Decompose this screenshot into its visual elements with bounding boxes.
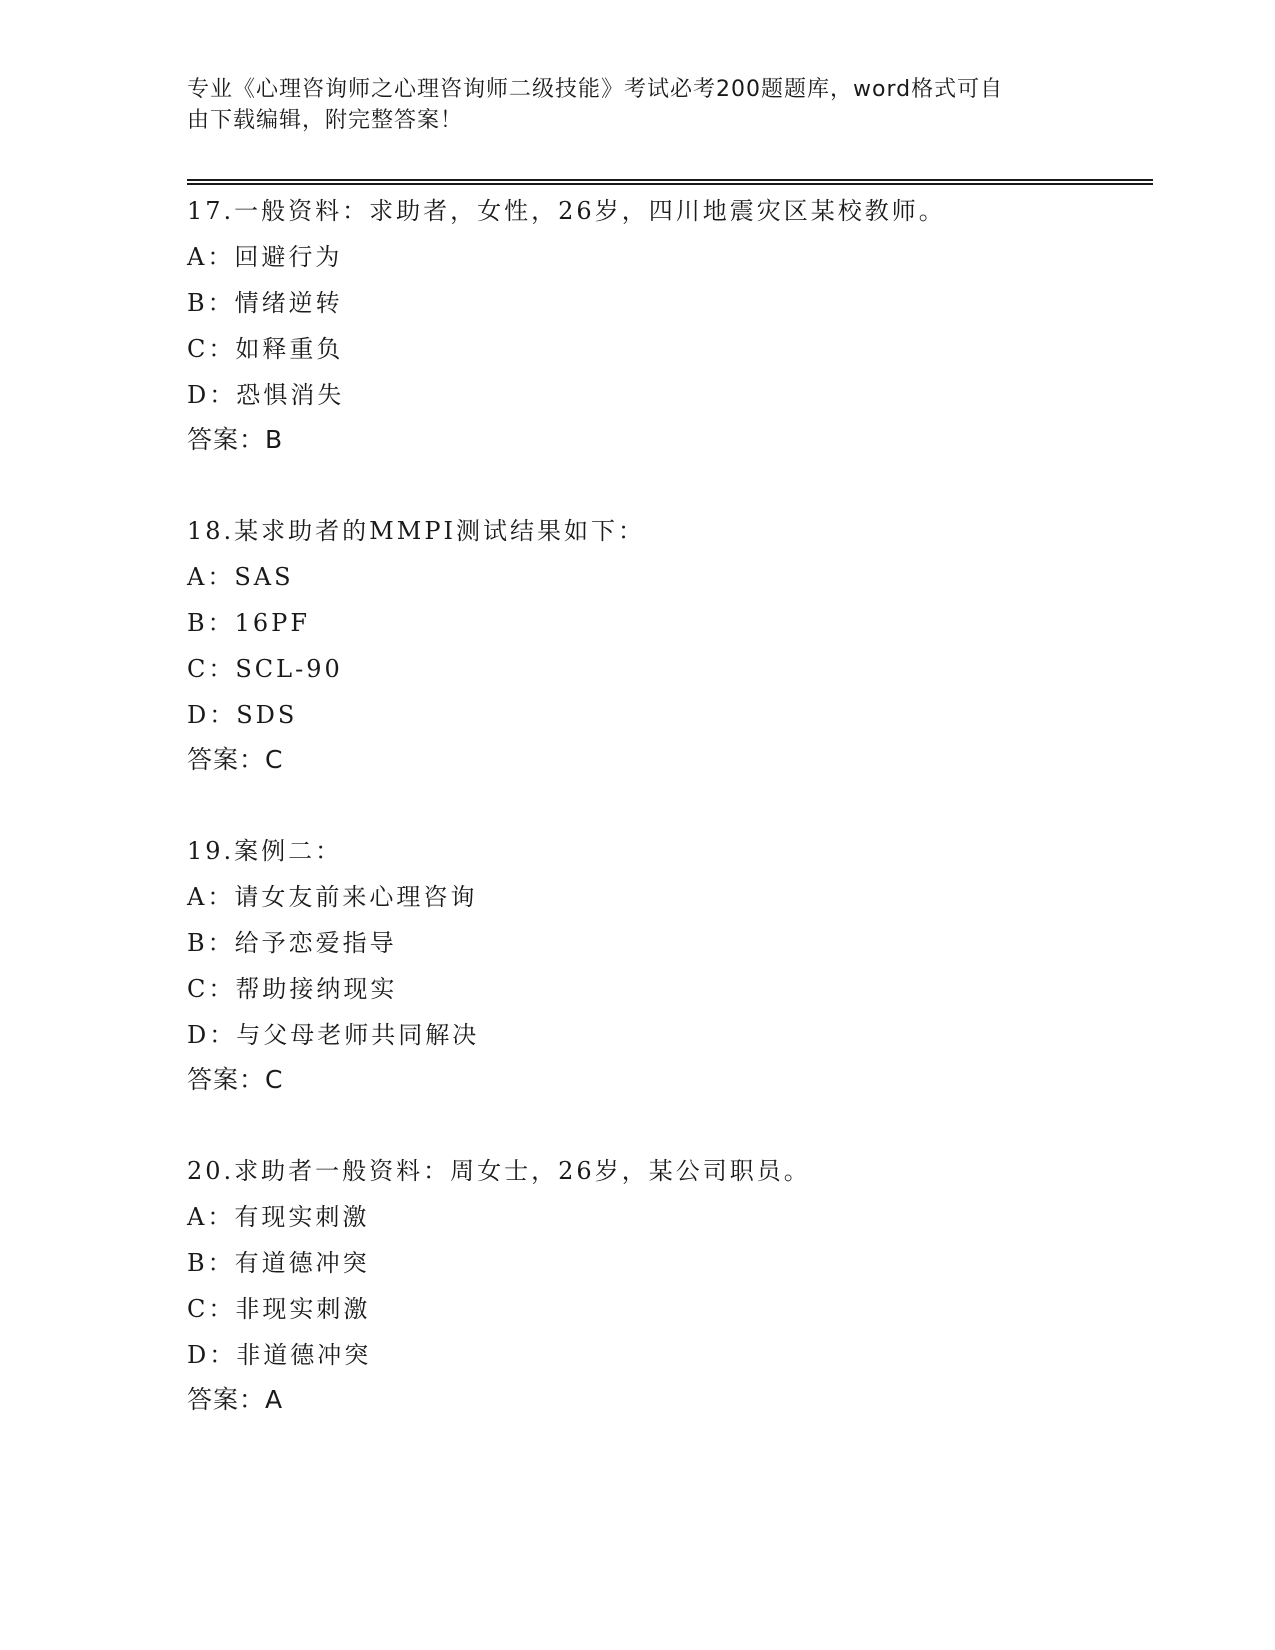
option-b: B：情绪逆转 <box>187 289 343 317</box>
document-header <box>187 74 1067 136</box>
answer-line: 答案：A <box>187 1385 284 1414</box>
header-divider-bottom <box>187 183 1153 185</box>
option-d: D：恐惧消失 <box>187 381 345 409</box>
option-b: B：有道德冲突 <box>187 1249 370 1277</box>
answer-line: 答案：C <box>187 745 284 774</box>
header-line-1: 专业《心理咨询师之心理咨询师二级技能》考试必考200题题库，word格式可自 <box>187 77 1004 102</box>
question-list <box>187 188 1147 1468</box>
option-c: C：SCL-90 <box>187 655 343 683</box>
header-line-2: 由下载编辑，附完整答案！ <box>187 108 464 133</box>
option-d: D：SDS <box>187 701 298 729</box>
answer-line: 答案：C <box>187 1065 284 1094</box>
option-a: A：SAS <box>187 563 294 591</box>
option-a: A：请女友前来心理咨询 <box>187 883 478 911</box>
option-a: A：有现实刺激 <box>187 1203 370 1231</box>
question-19 <box>187 828 1147 1102</box>
question-stem: 17.一般资料：求助者，女性，26岁，四川地震灾区某校教师。 <box>187 197 946 225</box>
option-a: A：回避行为 <box>187 243 343 271</box>
question-stem: 20.求助者一般资料：周女士，26岁，某公司职员。 <box>187 1157 811 1185</box>
question-18 <box>187 508 1147 782</box>
option-c: C：非现实刺激 <box>187 1295 371 1323</box>
question-stem: 18.某求助者的MMPI测试结果如下： <box>187 517 645 545</box>
option-b: B：16PF <box>187 609 310 637</box>
answer-line: 答案：B <box>187 425 284 454</box>
option-b: B：给予恋爱指导 <box>187 929 397 957</box>
option-c: C：如释重负 <box>187 335 344 363</box>
question-17 <box>187 188 1147 462</box>
option-c: C：帮助接纳现实 <box>187 975 398 1003</box>
question-stem: 19.案例二： <box>187 837 343 865</box>
option-d: D：与父母老师共同解决 <box>187 1021 480 1049</box>
question-20 <box>187 1148 1147 1422</box>
option-d: D：非道德冲突 <box>187 1341 372 1369</box>
header-divider-top <box>187 179 1153 181</box>
